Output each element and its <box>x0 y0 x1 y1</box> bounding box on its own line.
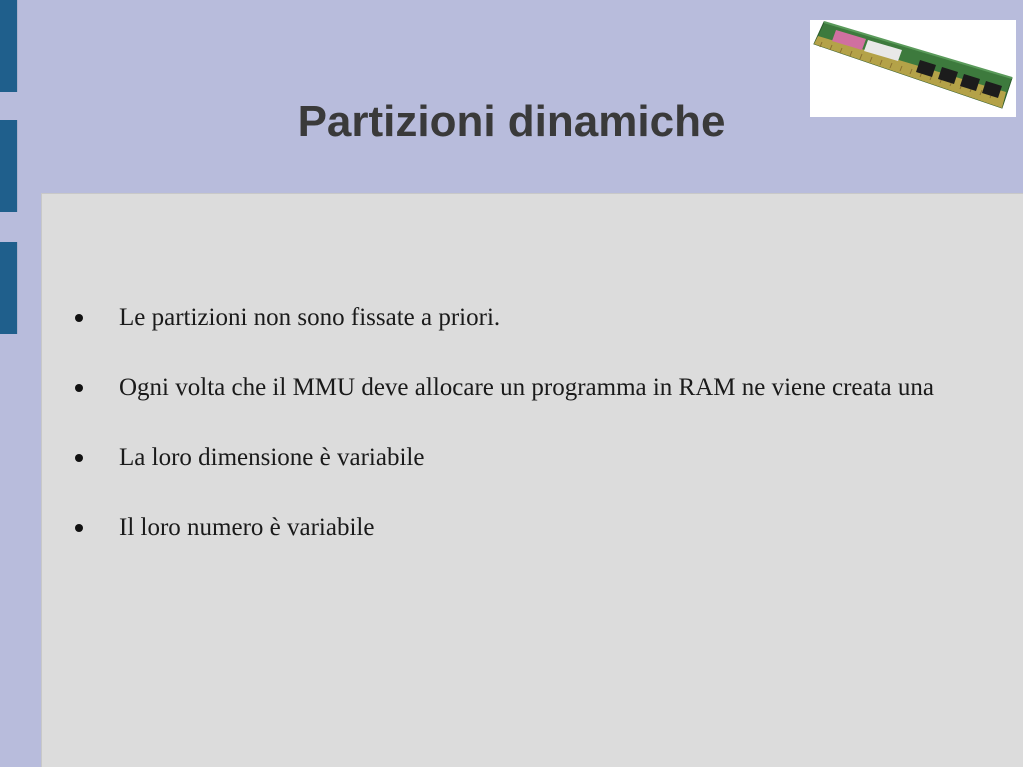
bullet-text: Le partizioni non sono fissate a priori. <box>119 304 501 331</box>
bullet-text: Ogni volta che il MMU deve allocare un programma in RAM ne viene creata una <box>119 374 935 401</box>
bullet-icon <box>75 524 83 532</box>
bullet-text: Il loro numero è variabile <box>119 514 375 541</box>
bullet-icon <box>75 454 83 462</box>
bullet-list <box>72 300 952 580</box>
accent-bar <box>0 0 18 92</box>
slide-title: Partizioni dinamiche <box>297 97 726 146</box>
accent-bar <box>0 242 18 334</box>
list-item <box>72 440 952 475</box>
bullet-icon <box>75 384 83 392</box>
list-item <box>72 300 952 335</box>
list-item <box>72 370 952 405</box>
list-item <box>72 510 952 545</box>
bullet-icon <box>75 314 83 322</box>
bullet-text: La loro dimensione è variabile <box>119 444 425 471</box>
